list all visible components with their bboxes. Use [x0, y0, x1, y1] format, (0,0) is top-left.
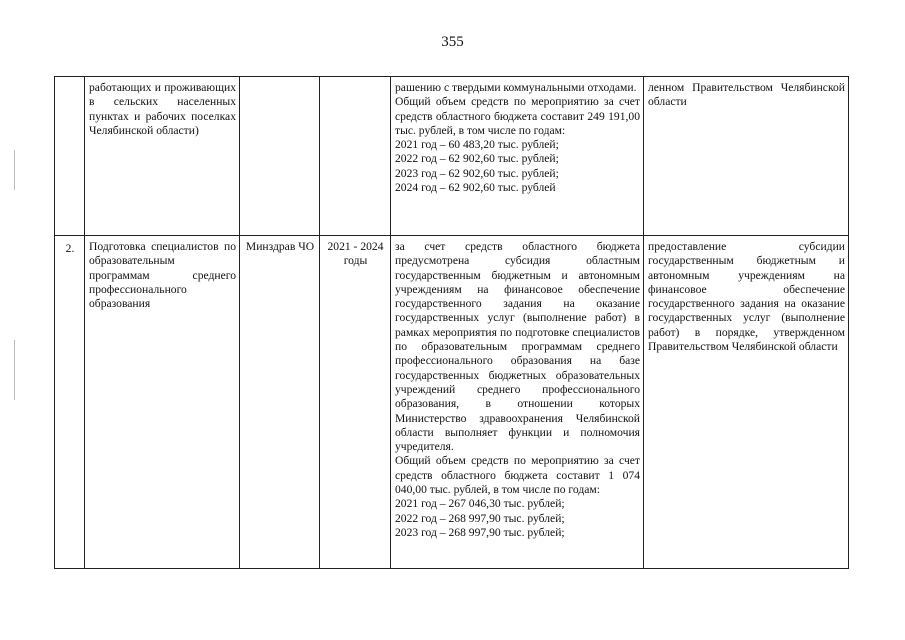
mechanism-line: 2022 год – 62 902,60 тыс. рублей; — [395, 152, 559, 166]
mechanism-line: Общий объем средств по мероприятию за счет средств областного бюджета составит 249 191,00 тыс. рублей, в том числе по годам: — [395, 95, 640, 137]
note: ленном Правительством Челябинской области — [644, 77, 849, 236]
mechanism-line: Общий объем средств по мероприятию за счет средств областного бюджета составит 1 074 040,00 тыс. рублей, в том числе по годам: — [395, 454, 640, 497]
period — [320, 77, 391, 236]
mechanism-line: 2023 год – 268 997,90 тыс. рублей; — [395, 525, 565, 539]
executor — [240, 77, 320, 236]
financing-mechanism — [391, 236, 644, 569]
mechanism-line: за счет средств областного бюджета предусмотрена субсидия областным государственным бюджетным и автономным учреждениям на финансовое обеспечение государственного задания на оказание государственных услуг (выполнение работ) в рамках мероприятия по подготовке специалистов по образовательным программам среднего профессионального образования на базе государственных бюджетных образовательных учреждений среднего профессионального образования, в отношении которых Министерство здравоохранения Челябинской области выполняет функции и полномочия учредителя. — [395, 240, 640, 454]
executor: Минздрав ЧО — [240, 236, 320, 569]
table-row — [55, 236, 849, 569]
note: предоставление субсидии государственным бюджетным и автономным учреждениям на финансовое обеспечение государственного задания на оказание государственных услуг (выполнение работ) в порядке, утвержденном Правительством Челябинской области — [644, 236, 849, 569]
mechanism-line: 2024 год – 62 902,60 тыс. рублей — [395, 181, 556, 195]
mechanism-line: 2023 год – 62 902,60 тыс. рублей; — [395, 166, 559, 180]
table-row — [55, 77, 849, 236]
measures-table — [54, 76, 849, 569]
mechanism-line: 2021 год – 60 483,20 тыс. рублей; — [395, 138, 559, 152]
mechanism-line: 2021 год – 267 046,30 тыс. рублей; — [395, 497, 565, 511]
period: 2021 - 2024 годы — [320, 236, 391, 569]
measure-name: Подготовка специалистов по образовательным программам среднего профессионального образования — [85, 236, 240, 569]
scan-artifact — [14, 150, 15, 190]
page-number: 355 — [441, 34, 464, 50]
mechanism-line: 2022 год – 268 997,90 тыс. рублей; — [395, 511, 565, 525]
financing-mechanism — [391, 77, 644, 236]
scan-artifact — [14, 340, 15, 400]
mechanism-line: рашению с твердыми коммунальными отходами. — [395, 81, 637, 94]
row-number: 2. — [55, 236, 85, 569]
measure-name: работающих и проживающих в сельских населенных пунктах и рабочих поселках Челябинской области) — [85, 77, 240, 236]
row-number — [55, 77, 85, 236]
